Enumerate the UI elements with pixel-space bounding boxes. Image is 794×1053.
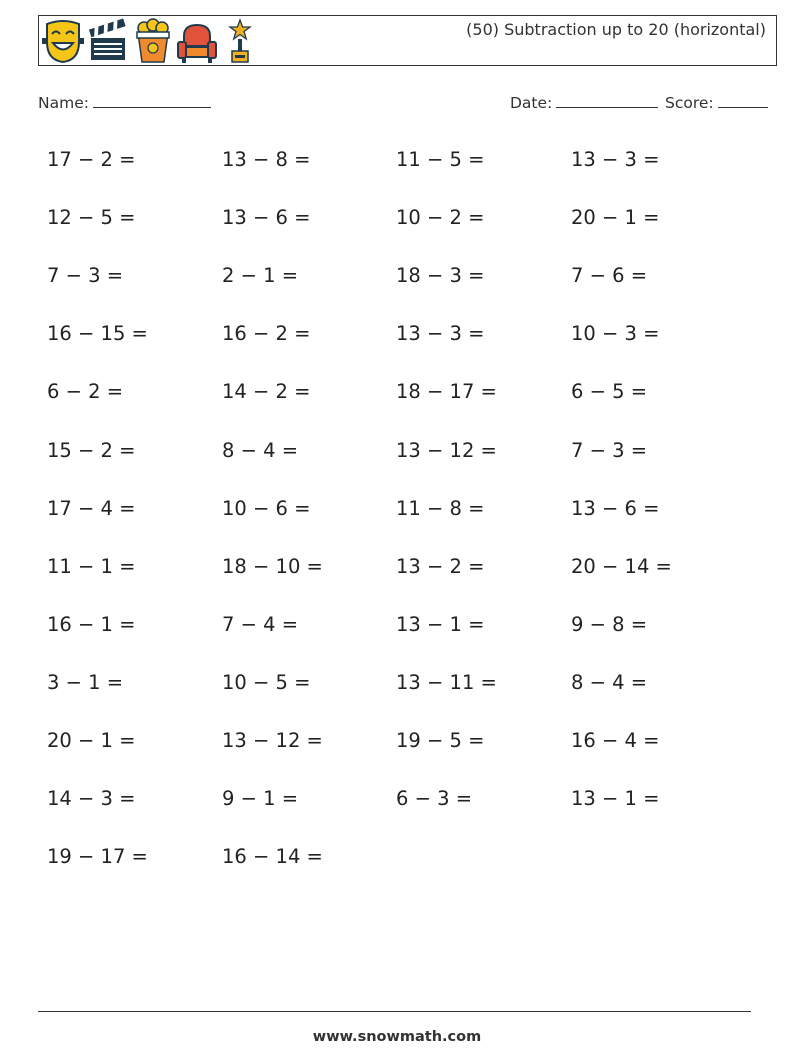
problem-item: 13 − 11 =	[396, 671, 497, 694]
problem-item: 10 − 6 =	[222, 497, 311, 520]
problem-item: 18 − 17 =	[396, 380, 497, 403]
problem-item: 14 − 2 =	[222, 380, 311, 403]
footer-url: www.snowmath.com	[312, 1029, 482, 1045]
problem-item: 13 − 12 =	[396, 439, 497, 462]
problem-item: 11 − 1 =	[47, 555, 136, 578]
score-field	[665, 93, 768, 112]
problem-item: 10 − 5 =	[222, 671, 311, 694]
popcorn-icon	[133, 16, 173, 65]
problem-item: 8 − 4 =	[222, 439, 299, 462]
problem-item: 7 − 3 =	[571, 439, 648, 462]
problem-item: 15 − 2 =	[47, 439, 136, 462]
score-label: Score:	[665, 94, 714, 112]
problem-item: 16 − 2 =	[222, 322, 311, 345]
problem-item: 7 − 3 =	[47, 264, 124, 287]
problem-item: 2 − 1 =	[222, 264, 299, 287]
problem-item: 10 − 3 =	[571, 322, 660, 345]
problem-item: 16 − 15 =	[47, 322, 148, 345]
name-label: Name:	[38, 94, 89, 112]
problem-item: 13 − 3 =	[396, 322, 485, 345]
problem-item: 9 − 1 =	[222, 787, 299, 810]
problem-item: 7 − 4 =	[222, 613, 299, 636]
problem-item: 14 − 3 =	[47, 787, 136, 810]
score-blank-line	[718, 93, 768, 108]
worksheet-header	[38, 15, 777, 66]
problem-item: 11 − 8 =	[396, 497, 485, 520]
problem-item: 13 − 12 =	[222, 729, 323, 752]
problem-item: 6 − 2 =	[47, 380, 124, 403]
problem-item: 16 − 1 =	[47, 613, 136, 636]
problem-item: 13 − 1 =	[396, 613, 485, 636]
date-label: Date:	[510, 94, 553, 112]
problem-item: 16 − 14 =	[222, 845, 323, 868]
problem-item: 19 − 17 =	[47, 845, 148, 868]
problem-item: 20 − 14 =	[571, 555, 672, 578]
problem-item: 13 − 8 =	[222, 148, 311, 171]
clapperboard-icon	[88, 16, 128, 65]
problem-item: 16 − 4 =	[571, 729, 660, 752]
problem-item: 18 − 10 =	[222, 555, 323, 578]
problem-item: 18 − 3 =	[396, 264, 485, 287]
problem-item: 10 − 2 =	[396, 206, 485, 229]
problem-item: 19 − 5 =	[396, 729, 485, 752]
award-trophy-icon	[225, 16, 265, 65]
cinema-seat-icon	[176, 16, 216, 65]
problem-item: 20 − 1 =	[571, 206, 660, 229]
problem-item: 6 − 5 =	[571, 380, 648, 403]
problem-item: 13 − 2 =	[396, 555, 485, 578]
footer-divider	[38, 1011, 751, 1012]
name-blank-line	[93, 93, 211, 108]
problem-item: 13 − 6 =	[571, 497, 660, 520]
problem-item: 9 − 8 =	[571, 613, 648, 636]
problem-item: 8 − 4 =	[571, 671, 648, 694]
date-field	[510, 93, 658, 112]
problem-item: 3 − 1 =	[47, 671, 124, 694]
problem-item: 17 − 4 =	[47, 497, 136, 520]
problem-item: 13 − 6 =	[222, 206, 311, 229]
problem-item: 13 − 1 =	[571, 787, 660, 810]
problem-item: 20 − 1 =	[47, 729, 136, 752]
problem-item: 17 − 2 =	[47, 148, 136, 171]
problem-item: 7 − 6 =	[571, 264, 648, 287]
problem-item: 6 − 3 =	[396, 787, 473, 810]
problem-item: 13 − 3 =	[571, 148, 660, 171]
worksheet-title: (50) Subtraction up to 20 (horizontal)	[466, 20, 766, 39]
problem-item: 12 − 5 =	[47, 206, 136, 229]
date-blank-line	[556, 93, 658, 108]
name-field	[38, 93, 211, 112]
problem-item: 11 − 5 =	[396, 148, 485, 171]
theater-mask-icon	[41, 16, 81, 65]
